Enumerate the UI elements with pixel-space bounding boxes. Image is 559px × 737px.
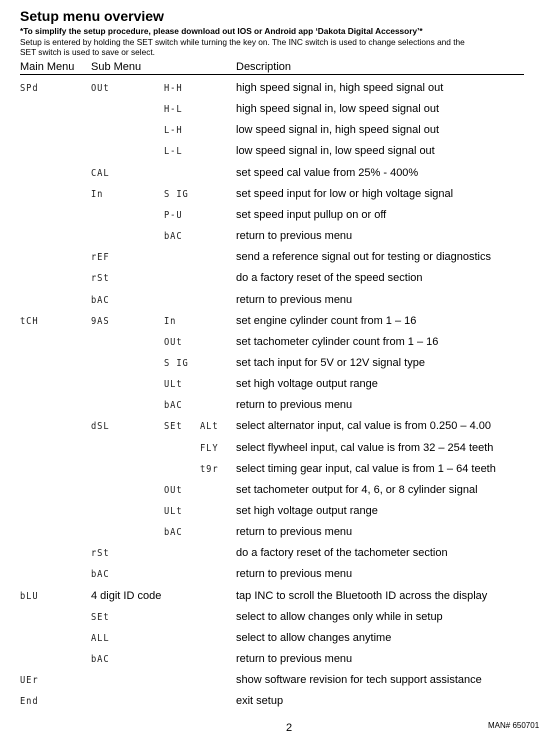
row-description: set speed cal value from 25% - 400% [236, 166, 419, 179]
menu-code-c1: UEr [20, 675, 39, 687]
table-row [0, 82, 559, 100]
menu-code-c3: S IG [164, 357, 189, 369]
menu-code-c3: ULt [164, 379, 183, 391]
row-description: high speed signal in, high speed signal out [236, 82, 444, 94]
page-number: 2 [286, 722, 293, 734]
manual-number: MAN# 650701 [488, 721, 540, 730]
page-title: Setup menu overview [20, 8, 164, 24]
intro-line-2: SET switch is used to save or select. [20, 47, 155, 57]
menu-code-c1: tCH [20, 315, 39, 327]
table-row [0, 547, 559, 565]
row-description: select alternator input, cal value is from 0.250 – 4.00 [236, 420, 491, 433]
menu-code-c3: L-H [164, 125, 183, 137]
table-row [0, 294, 559, 312]
row-description: return to previous menu [236, 526, 353, 539]
menu-code-c3: ULt [164, 506, 183, 517]
menu-code-c2: ALL [91, 632, 110, 644]
menu-code-c4: t9r [200, 463, 219, 475]
row-description: select to allow changes only while in setup [236, 610, 443, 623]
table-row [0, 124, 559, 142]
row-description: select to allow changes anytime [236, 631, 392, 644]
table-row [0, 357, 559, 375]
row-description: return to previous menu [236, 230, 353, 243]
table-row [0, 378, 559, 396]
row-description: return to previous menu [236, 399, 353, 412]
table-row [0, 505, 559, 523]
menu-code-c2: rEF [91, 252, 110, 264]
table-row [0, 420, 559, 438]
app-download-note: *To simplify the setup procedure, please download out IOS or Android app ‘Dakota Digital Accessory’* [20, 26, 423, 36]
menu-code-c2: OUt [91, 83, 110, 94]
row-description: show software revision for tech support assistance [236, 674, 482, 687]
table-row [0, 399, 559, 417]
menu-code-c3: P-U [164, 209, 183, 221]
header-main-menu: Main Menu [20, 61, 75, 73]
menu-code-c2: 9AS [91, 315, 110, 327]
menu-code-c3: In [164, 315, 177, 327]
table-row [0, 484, 559, 502]
table-row [0, 568, 559, 586]
menu-code-c3: H-H [164, 83, 183, 94]
row-description: low speed signal in, high speed signal out [236, 124, 440, 137]
menu-code-c3: OUt [164, 336, 183, 348]
menu-code-c3: L-L [164, 146, 183, 158]
menu-code-c2: bAC [91, 294, 110, 306]
row-description: high speed signal in, low speed signal out [236, 103, 440, 116]
table-row [0, 145, 559, 163]
table-row [0, 103, 559, 121]
table-row [0, 272, 559, 290]
menu-code-c2: 4 digit ID code [91, 589, 162, 602]
table-row [0, 251, 559, 269]
row-description: exit setup [236, 695, 284, 708]
table-row [0, 167, 559, 185]
table-row [0, 674, 559, 692]
table-row [0, 188, 559, 206]
menu-code-c3: bAC [164, 400, 183, 412]
table-row [0, 653, 559, 671]
row-description: return to previous menu [236, 293, 353, 306]
table-row [0, 209, 559, 227]
row-description: set tach input for 5V or 12V signal type [236, 356, 425, 369]
intro-line-1: Setup is entered by holding the SET switch while turning the key on. The INC switch is used to change selections and the [20, 37, 465, 47]
menu-code-c2: SEt [91, 611, 110, 623]
table-row [0, 315, 559, 333]
menu-code-c3: H-L [164, 104, 183, 116]
menu-code-c2: dSL [91, 421, 110, 433]
row-description: set speed input pullup on or off [236, 208, 387, 221]
row-description: low speed signal in, low speed signal out [236, 145, 435, 158]
table-row [0, 442, 559, 460]
menu-code-c2: In [91, 188, 104, 200]
row-description: set tachometer cylinder count from 1 – 16 [236, 335, 439, 348]
row-description: set tachometer output for 4, 6, or 8 cylinder signal [236, 483, 478, 496]
table-row [0, 526, 559, 544]
table-row [0, 463, 559, 481]
row-description: select flywheel input, cal value is from 32 – 254 teeth [236, 441, 494, 454]
row-description: tap INC to scroll the Bluetooth ID across the display [236, 589, 488, 602]
table-row [0, 336, 559, 354]
row-description: send a reference signal out for testing or diagnostics [236, 251, 491, 264]
row-description: set high voltage output range [236, 505, 378, 517]
menu-code-c1: End [20, 696, 39, 708]
row-description: return to previous menu [236, 568, 353, 581]
menu-code-c3: OUt [164, 484, 183, 496]
menu-code-c2: CAL [91, 167, 110, 179]
menu-code-c2: bAC [91, 654, 110, 666]
header-description: Description [236, 61, 292, 73]
table-row [0, 230, 559, 248]
menu-code-c1: bLU [20, 590, 39, 602]
menu-code-c4: ALt [200, 421, 219, 433]
menu-code-c3: SEt [164, 421, 183, 433]
table-row [0, 632, 559, 650]
row-description: set engine cylinder count from 1 – 16 [236, 314, 417, 327]
menu-code-c3: S IG [164, 188, 189, 200]
menu-code-c2: rSt [91, 548, 110, 560]
row-description: do a factory reset of the speed section [236, 272, 423, 285]
row-description: select timing gear input, cal value is from 1 – 64 teeth [236, 462, 496, 475]
menu-code-c3: bAC [164, 231, 183, 243]
row-description: set high voltage output range [236, 378, 378, 391]
menu-code-c2: bAC [91, 569, 110, 581]
table-row [0, 695, 559, 713]
table-row [0, 590, 559, 608]
menu-code-c3: bAC [164, 527, 183, 539]
table-row [0, 611, 559, 629]
row-description: set speed input for low or high voltage signal [236, 187, 454, 200]
header-sub-menu: Sub Menu [91, 61, 142, 73]
row-description: return to previous menu [236, 653, 353, 666]
menu-code-c4: FLY [200, 442, 219, 454]
row-description: do a factory reset of the tachometer section [236, 547, 448, 560]
menu-code-c1: SPd [20, 83, 39, 94]
menu-code-c2: rSt [91, 273, 110, 285]
